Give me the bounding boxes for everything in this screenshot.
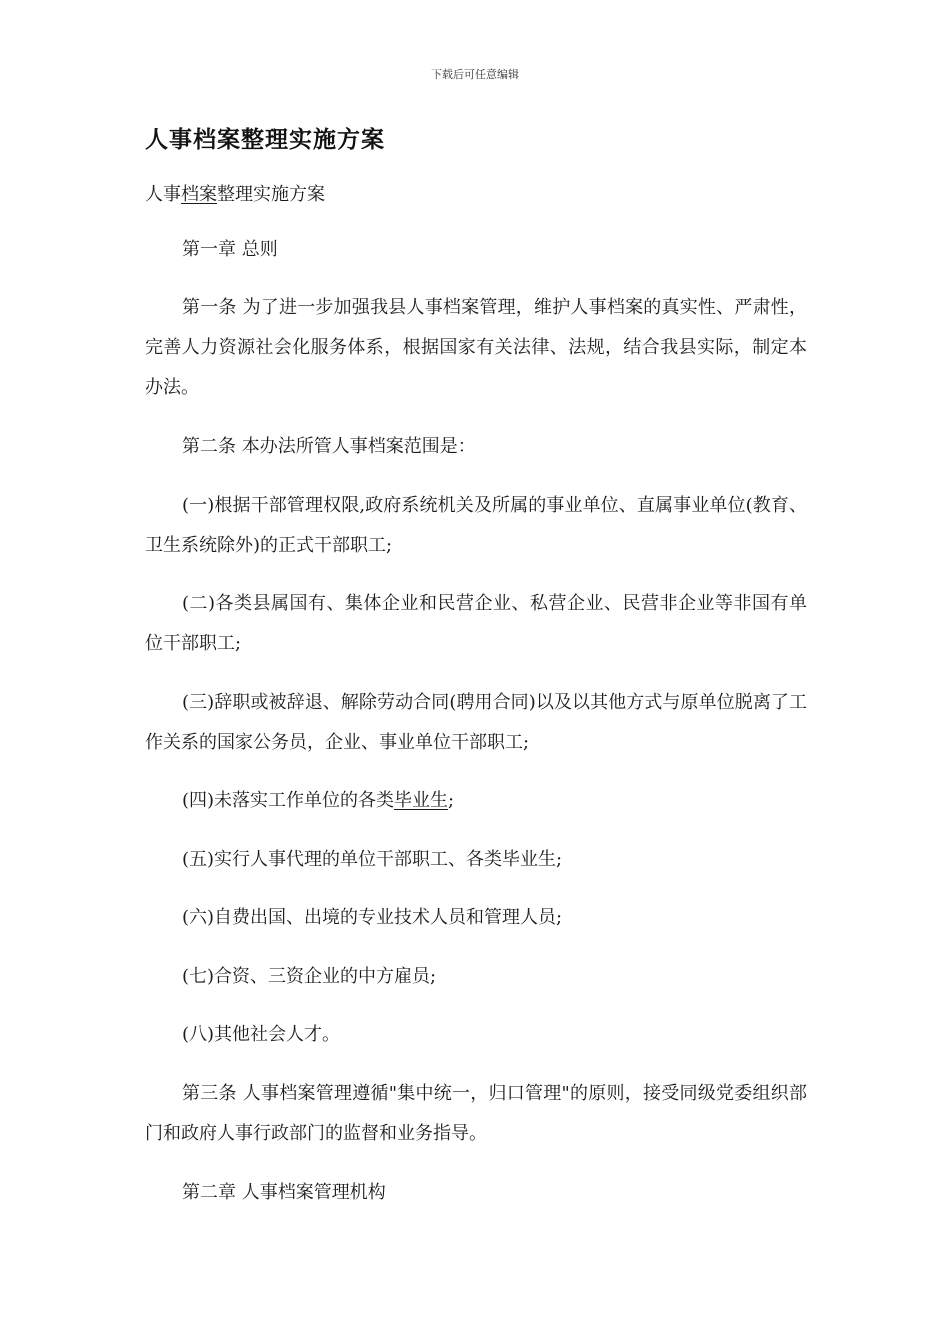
article-3: 第三条 人事档案管理遵循"集中统一，归口管理"的原则，接受同级党委组织部门和政府人事行政部门的监督和业务指导。 [145, 1083, 807, 1144]
item-3: (三)辞职或被辞退、解除劳动合同(聘用合同)以及以其他方式与原单位脱离了工作关系的国家公务员，企业、事业单位干部职工; [145, 692, 807, 753]
header-note: 下载后可任意编辑 [431, 68, 519, 81]
subtitle-suffix: 整理实施方案 [217, 184, 325, 205]
subtitle-prefix: 人事 [145, 184, 181, 205]
chapter-2-heading: 第二章 人事档案管理机构 [182, 1182, 386, 1203]
article-2: 第二条 本办法所管人事档案范围是： [182, 436, 476, 457]
document-title: 人事档案整理实施方案 [145, 126, 385, 153]
item-4-link-graduates[interactable]: 毕业生 [394, 790, 449, 811]
article-1: 第一条 为了进一步加强我县人事档案管理，维护人事档案的真实性、严肃性，完善人力资源社会化服务体系，根据国家有关法律、法规，结合我县实际，制定本办法。 [145, 297, 807, 398]
item-8: (八)其他社会人才。 [182, 1024, 341, 1045]
subtitle-link-archive[interactable]: 档案 [181, 184, 217, 205]
item-4-prefix: (四)未落实工作单位的各类 [182, 790, 395, 811]
item-1: (一)根据干部管理权限,政府系统机关及所属的事业单位、直属事业单位(教育、卫生系统除外)的正式干部职工; [145, 495, 807, 556]
item-4-suffix: ; [448, 790, 455, 811]
document-subtitle [145, 180, 325, 206]
item-4 [145, 781, 807, 821]
item-5: (五)实行人事代理的单位干部职工、各类毕业生; [182, 849, 563, 870]
item-7: (七)合资、三资企业的中方雇员; [182, 966, 437, 987]
item-6: (六)自费出国、出境的专业技术人员和管理人员; [182, 907, 563, 928]
chapter-1-heading: 第一章 总则 [182, 239, 278, 260]
item-2: (二)各类县属国有、集体企业和民营企业、私营企业、民营非企业等非国有单位干部职工; [145, 593, 807, 654]
